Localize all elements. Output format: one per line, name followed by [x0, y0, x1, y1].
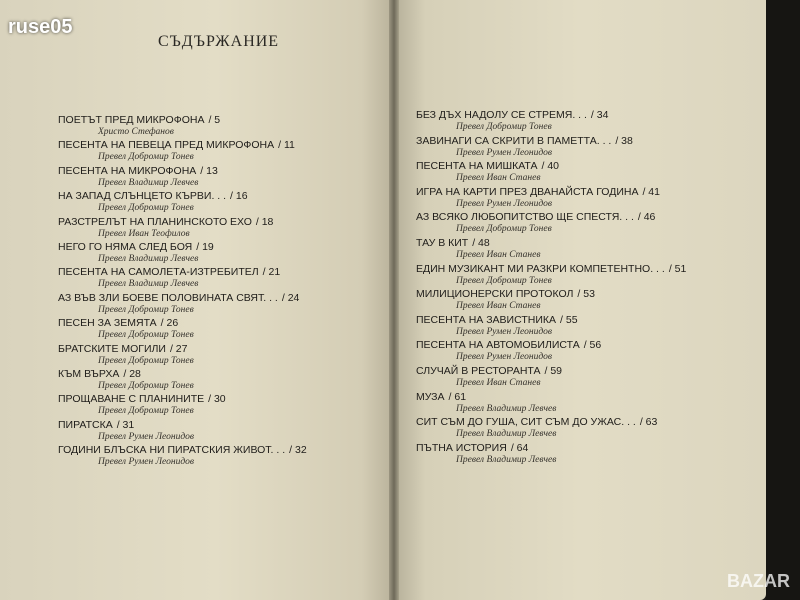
toc-entry-title: СЛУЧАЙ В РЕСТОРАНТА: [416, 364, 541, 377]
toc-entry-title: ПРОЩАВАНЕ С ПЛАНИНИТЕ: [58, 393, 205, 406]
toc-entry-title: БЕЗ ДЪХ НАДОЛУ СЕ СТРЕМЯ. . .: [416, 109, 587, 121]
toc-entry-page: / 34: [590, 109, 609, 121]
toc-entry-translator: Превел Добромир Тонев: [98, 380, 194, 391]
toc-entry-page: / 11: [278, 139, 295, 152]
watermark-top: ruse05: [8, 16, 73, 38]
toc-entry-title: СИТ СЪМ ДО ГУША, СИТ СЪМ ДО УЖАС. . .: [416, 416, 636, 429]
toc-entry: [416, 442, 761, 468]
toc-entry-title-line: [416, 391, 761, 403]
toc-entry: [58, 317, 388, 342]
toc-entry-page: / 16: [230, 190, 248, 203]
toc-entry-title: ПЕСЕН ЗА ЗЕМЯТА: [58, 317, 157, 330]
toc-entry-title: ПЕСЕНТА НА МИКРОФОНА: [58, 164, 197, 177]
toc-right-column: [416, 109, 761, 467]
toc-entry-page: / 61: [448, 390, 467, 403]
background-edge: [766, 0, 800, 600]
toc-entry-title-line: [58, 292, 388, 304]
toc-entry-page: / 63: [639, 416, 658, 429]
toc-entry-title: ПЕСЕНТА НА ЗАВИСТНИКА: [416, 313, 557, 326]
toc-entry-title-line: [416, 288, 761, 300]
toc-entry-translator: Превел Иван Теофилов: [98, 228, 190, 239]
toc-entry-translator: Превел Добромир Тонев: [456, 224, 552, 235]
toc-entry-title: ЕДИН МУЗИКАНТ МИ РАЗКРИ КОМПЕТЕНТНО. . .: [416, 262, 665, 275]
toc-entry-translator: Превел Румен Леонидов: [456, 326, 553, 337]
toc-entry: [58, 343, 388, 368]
toc-entry-page: / 38: [615, 134, 633, 147]
toc-entry-translator: Превел Добромир Тонев: [98, 203, 194, 214]
toc-entry-title-line: [58, 216, 388, 228]
toc-entry-title-line: [58, 393, 388, 405]
toc-entry: [58, 292, 388, 317]
toc-entry-title: МУЗА: [416, 390, 445, 403]
toc-entry-page: / 31: [116, 418, 135, 431]
toc-entry-title: НЕГО ГО НЯМА СЛЕД БОЯ: [58, 240, 193, 253]
toc-entry-page: / 32: [289, 444, 307, 457]
toc-entry-page: / 5: [208, 114, 221, 126]
toc-entry: [416, 186, 761, 212]
toc-entry-title: МИЛИЦИОНЕРСКИ ПРОТОКОЛ: [416, 288, 574, 301]
toc-entry-translator: Превел Владимир Левчев: [98, 177, 199, 188]
toc-entry-title-line: [416, 314, 761, 326]
toc-entry-translator: Превел Владимир Левчев: [456, 403, 557, 414]
toc-entry-title-line: [416, 416, 761, 428]
toc-entry: [58, 419, 388, 444]
toc-entry-translator: Превел Иван Станев: [456, 173, 541, 184]
toc-entry-title-line: [58, 241, 388, 253]
toc-entry-title: ТАУ В КИТ: [416, 236, 469, 249]
toc-entry-title-line: [58, 343, 388, 355]
toc-entry-translator: Превел Румен Леонидов: [456, 147, 553, 158]
toc-entry-translator: Превел Румен Леонидов: [98, 431, 195, 442]
toc-entry: [416, 314, 761, 340]
toc-entry-title: АЗ ВСЯКО ЛЮБОПИТСТВО ЩЕ СПЕСТЯ. . .: [416, 211, 634, 224]
toc-entry-translator: Превел Иван Станев: [456, 377, 541, 388]
toc-entry-title: БРАТСКИТЕ МОГИЛИ: [58, 342, 166, 355]
toc-entry: [416, 211, 761, 237]
toc-entry: [416, 109, 761, 135]
toc-entry-page: / 19: [196, 240, 214, 253]
toc-entry-page: / 41: [642, 185, 660, 198]
toc-entry-title-line: [416, 211, 761, 223]
toc-entry-translator: Превел Добромир Тонев: [98, 304, 194, 315]
toc-entry-title: ПЕСЕНТА НА МИШКАТА: [416, 160, 538, 173]
toc-entry-page: / 53: [577, 288, 595, 301]
toc-entry-page: / 13: [200, 164, 218, 177]
toc-entry-title: НА ЗАПАД СЛЪНЦЕТО КЪРВИ. . .: [58, 190, 227, 203]
toc-entry: [416, 365, 761, 391]
toc-entry-translator: Превел Добромир Тонев: [98, 406, 194, 417]
toc-entry-page: / 40: [541, 160, 560, 173]
toc-entry: [58, 216, 388, 241]
toc-entry: [58, 139, 388, 164]
toc-entry: [58, 266, 388, 291]
toc-entry-title: ПЕСЕНТА НА ПЕВЕЦА ПРЕД МИКРОФОНА: [58, 139, 275, 152]
toc-entry-title-line: [58, 114, 388, 126]
toc-entry-title-line: [416, 237, 761, 249]
toc-entry-page: / 18: [255, 215, 274, 228]
toc-entry-translator: Превел Румен Леонидов: [456, 352, 553, 363]
toc-entry: [416, 339, 761, 365]
toc-entry: [416, 160, 761, 186]
toc-entry-title-line: [58, 139, 388, 151]
toc-entry: [58, 368, 388, 393]
watermark-bottom: BAZAR: [727, 571, 790, 591]
toc-entry-title: АЗ ВЪВ ЗЛИ БОЕВЕ ПОЛОВИНАТА СВЯТ. . .: [58, 291, 278, 304]
toc-entry-translator: Превел Добромир Тонев: [98, 355, 194, 366]
toc-entry-page: / 21: [262, 266, 281, 279]
toc-entry-page: / 55: [560, 313, 578, 326]
toc-entry-translator: Превел Добромир Тонев: [456, 275, 552, 286]
toc-entry-title-line: [416, 263, 761, 275]
toc-entry-title: ПОЕТЪТ ПРЕД МИКРОФОНА: [58, 114, 205, 126]
toc-entry-title-line: [416, 442, 761, 454]
toc-entry-title: ПЕСЕНТА НА САМОЛЕТА-ИЗТРЕБИТЕЛ: [58, 266, 259, 279]
toc-entry-title: ЗАВИНАГИ СА СКРИТИ В ПАМЕТТА. . .: [416, 134, 612, 147]
toc-entry-page: / 59: [544, 364, 563, 377]
toc-entry-title-line: [58, 419, 388, 431]
toc-entry-title: ИГРА НА КАРТИ ПРЕЗ ДВАНАЙСТА ГОДИНА: [416, 185, 639, 198]
toc-entry-title-line: [416, 365, 761, 377]
toc-left-column: [58, 114, 388, 469]
toc-entry-page: / 64: [510, 441, 529, 454]
toc-entry-translator: Превел Иван Станев: [456, 249, 541, 260]
toc-entry-translator: Христо Стефанов: [98, 127, 174, 137]
toc-entry-page: / 26: [160, 317, 179, 330]
toc-entry-translator: Превел Румен Леонидов: [456, 198, 553, 209]
toc-entry: [58, 393, 388, 418]
toc-entry-title-line: [58, 165, 388, 177]
toc-entry-translator: Превел Румен Леонидов: [98, 457, 195, 468]
toc-entry-translator: Превел Добромир Тонев: [456, 122, 552, 132]
toc-entry-title-line: [416, 339, 761, 351]
toc-entry-title-line: [416, 186, 761, 198]
toc-entry-translator: Превел Иван Станев: [456, 301, 541, 312]
toc-entry: [58, 444, 388, 469]
toc-entry-title-line: [58, 317, 388, 329]
toc-entry-translator: Превел Добромир Тонев: [98, 152, 194, 163]
toc-entry: [58, 165, 388, 190]
page-title: СЪДЪРЖАНИЕ: [158, 33, 280, 50]
toc-entry: [416, 391, 761, 417]
toc-entry-translator: Превел Владимир Левчев: [456, 454, 557, 465]
toc-entry-title-line: [416, 160, 761, 172]
toc-entry-title-line: [58, 368, 388, 380]
book-gutter: [389, 0, 399, 600]
toc-entry-title-line: [416, 109, 761, 121]
toc-entry-title-line: [58, 190, 388, 202]
toc-entry: [416, 135, 761, 161]
toc-entry-page: / 56: [583, 339, 602, 352]
toc-entry-title: РАЗСТРЕЛЪТ НА ПЛАНИНСКОТО ЕХО: [58, 215, 252, 228]
toc-entry: [416, 263, 761, 289]
toc-entry: [416, 416, 761, 442]
toc-entry-page: / 51: [668, 262, 687, 275]
toc-entry-title-line: [416, 135, 761, 147]
toc-entry: [416, 288, 761, 314]
toc-entry: [58, 114, 388, 139]
toc-entry: [58, 241, 388, 266]
toc-entry-page: / 24: [281, 291, 300, 304]
toc-entry-title: ПЪТНА ИСТОРИЯ: [416, 441, 507, 454]
toc-entry-translator: Превел Добромир Тонев: [98, 330, 194, 341]
toc-entry-page: / 48: [472, 236, 490, 249]
toc-entry-page: / 28: [123, 367, 141, 380]
toc-entry-title: КЪМ ВЪРХА: [58, 367, 120, 380]
toc-entry-page: / 46: [637, 211, 656, 224]
toc-entry-title: ПИРАТСКА: [58, 418, 113, 431]
toc-entry-translator: Превел Владимир Левчев: [456, 429, 557, 440]
toc-entry-page: / 27: [169, 342, 188, 355]
toc-entry-title: ПЕСЕНТА НА АВТОМОБИЛИСТА: [416, 339, 580, 352]
toc-entry-page: / 30: [208, 393, 226, 406]
toc-entry-title-line: [58, 444, 388, 456]
toc-entry-translator: Превел Владимир Левчев: [98, 253, 199, 264]
toc-entry-title: ГОДИНИ БЛЪСКА НИ ПИРАТСКИЯ ЖИВОТ. . .: [58, 444, 286, 457]
toc-entry-title-line: [58, 266, 388, 278]
toc-entry-translator: Превел Владимир Левчев: [98, 279, 199, 290]
toc-entry: [58, 190, 388, 215]
toc-entry: [416, 237, 761, 263]
